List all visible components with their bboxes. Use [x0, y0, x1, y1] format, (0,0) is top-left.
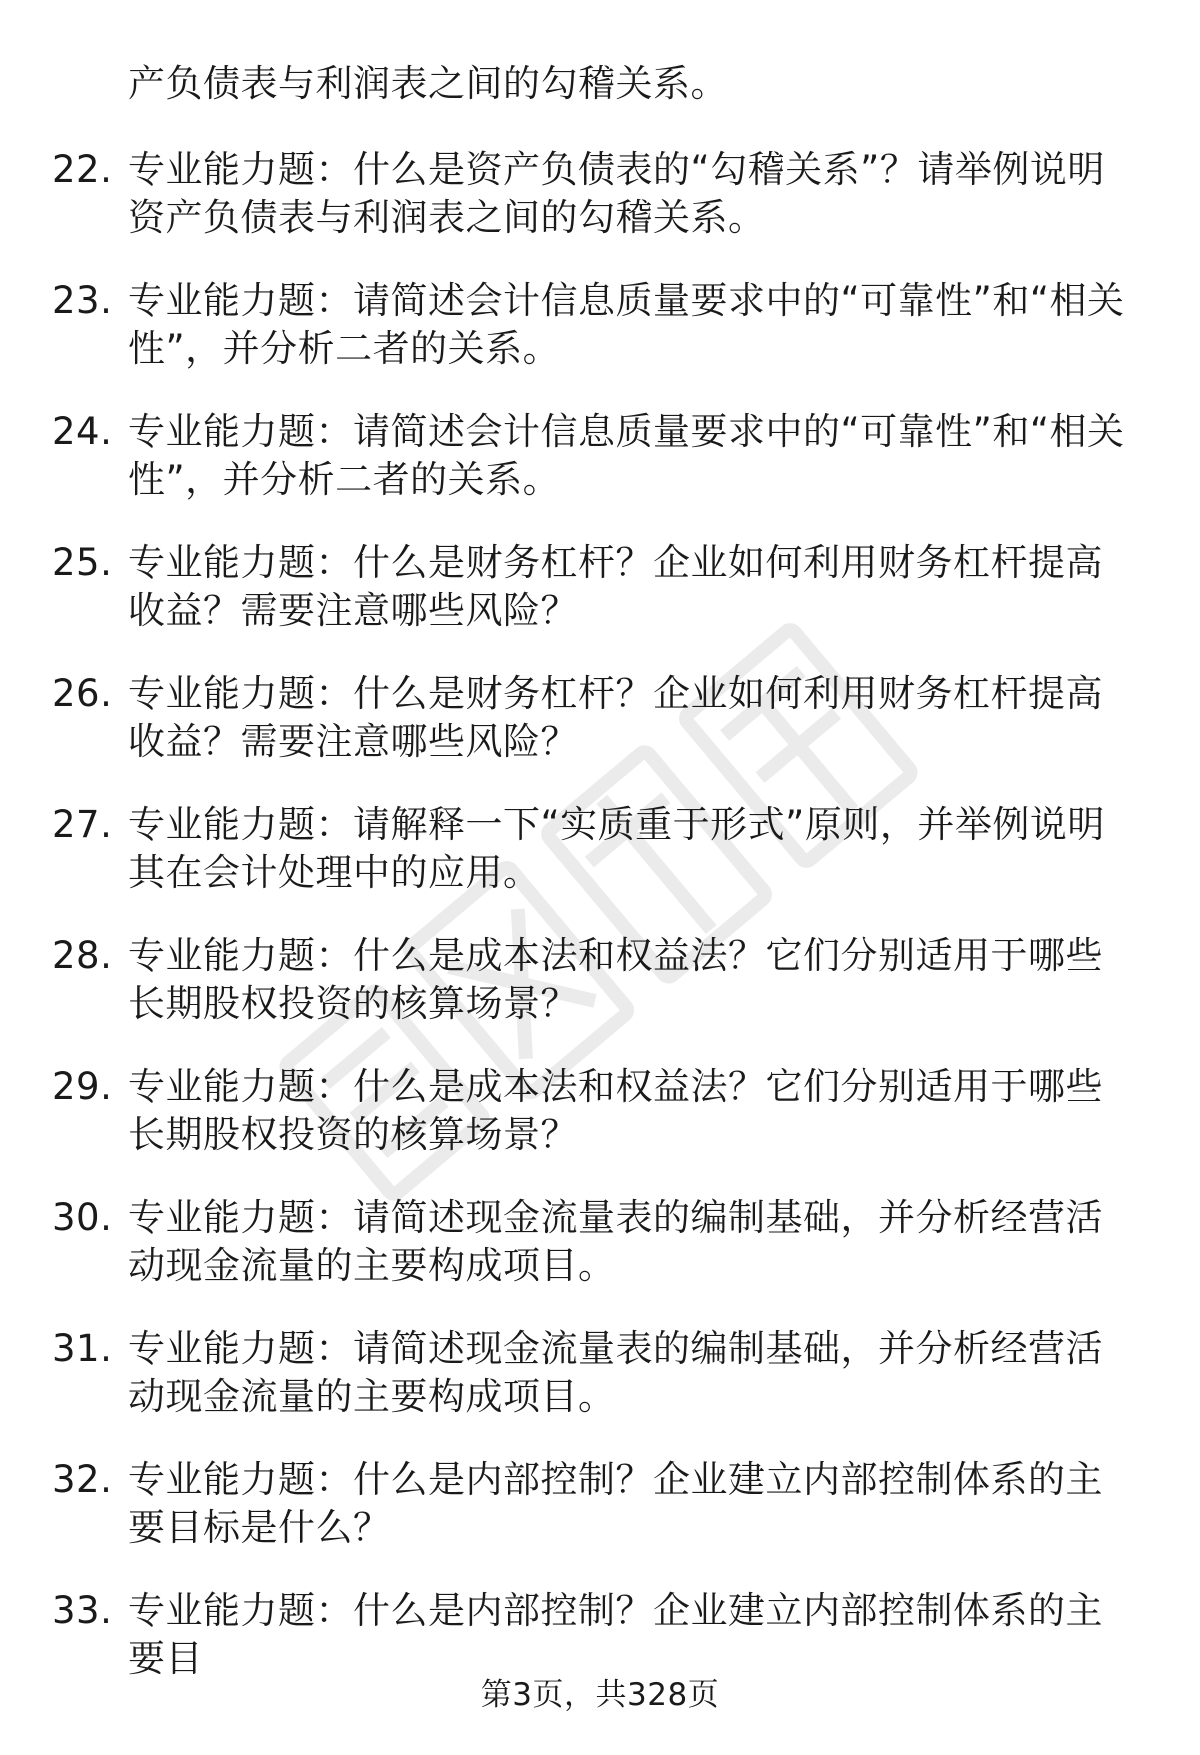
question-text: 专业能力题：什么是成本法和权益法？它们分别适用于哪些长期股权投资的核算场景？ [128, 1065, 1103, 1156]
question-text: 专业能力题：请简述会计信息质量要求中的“可靠性”和“相关性”，并分析二者的关系。 [128, 410, 1125, 501]
continuation-text: 产负债表与利润表之间的勾稽关系。 [128, 62, 728, 105]
question-list [0, 146, 1200, 1718]
question-text: 专业能力题：什么是内部控制？企业建立内部控制体系的主要目标是什么？ [128, 1458, 1103, 1549]
list-item [0, 670, 1200, 801]
question-text: 专业能力题：什么是财务杠杆？企业如何利用财务杠杆提高收益？需要注意哪些风险？ [128, 541, 1103, 632]
question-text: 专业能力题：什么是内部控制？企业建立内部控制体系的主要目 [128, 1589, 1103, 1680]
question-number: 26. [52, 672, 113, 715]
question-number: 24. [52, 410, 113, 453]
question-number: 32. [52, 1458, 113, 1501]
list-item [0, 277, 1200, 408]
list-item [0, 408, 1200, 539]
question-text: 专业能力题：什么是成本法和权益法？它们分别适用于哪些长期股权投资的核算场景？ [128, 934, 1103, 1025]
question-text: 专业能力题：请解释一下“实质重于形式”原则，并举例说明其在会计处理中的应用。 [128, 803, 1105, 894]
question-number: 31. [52, 1327, 113, 1370]
list-item [0, 801, 1200, 932]
question-number: 33. [52, 1589, 113, 1632]
question-text: 专业能力题：什么是财务杠杆？企业如何利用财务杠杆提高收益？需要注意哪些风险？ [128, 672, 1103, 763]
list-item [0, 1063, 1200, 1194]
question-text: 专业能力题：请简述现金流量表的编制基础，并分析经营活动现金流量的主要构成项目。 [128, 1327, 1103, 1418]
question-number: 29. [52, 1065, 113, 1108]
question-text: 专业能力题：什么是资产负债表的“勾稽关系”？请举例说明资产负债表与利润表之间的勾稽关系。 [128, 148, 1105, 239]
list-item [0, 146, 1200, 277]
question-number: 25. [52, 541, 113, 584]
question-number: 30. [52, 1196, 113, 1239]
question-number: 23. [52, 279, 113, 322]
question-number: 28. [52, 934, 113, 977]
list-item [0, 1456, 1200, 1587]
question-text: 专业能力题：请简述会计信息质量要求中的“可靠性”和“相关性”，并分析二者的关系。 [128, 279, 1125, 370]
question-text: 专业能力题：请简述现金流量表的编制基础，并分析经营活动现金流量的主要构成项目。 [128, 1196, 1103, 1287]
question-number: 27. [52, 803, 113, 846]
list-item [0, 1194, 1200, 1325]
list-item [0, 932, 1200, 1063]
list-item [0, 1325, 1200, 1456]
question-number: 22. [52, 148, 113, 191]
list-item [0, 539, 1200, 670]
page-number: 第3页，共328页 [480, 1677, 720, 1713]
